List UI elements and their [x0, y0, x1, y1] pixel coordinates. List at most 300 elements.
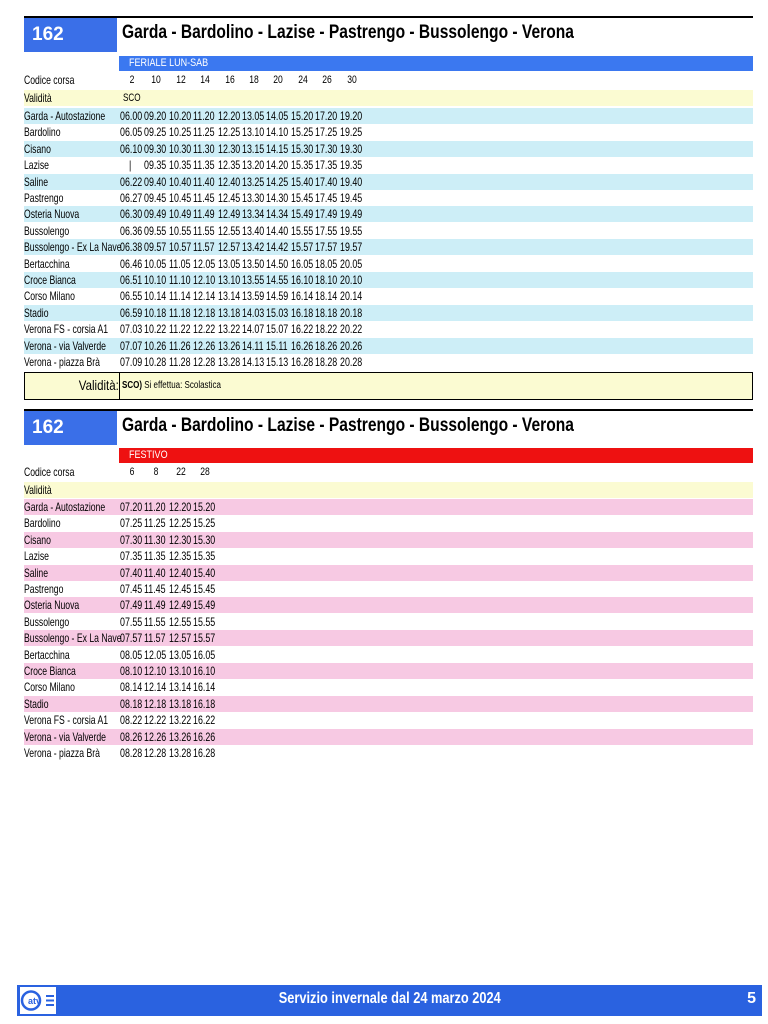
stop-name: Garda - Autostazione: [24, 109, 106, 123]
departure-time: 11.14: [168, 289, 191, 304]
departure-time: 06.36: [120, 223, 143, 238]
validity-legend-text: SCO) Si effettua: Scolastica: [122, 380, 222, 391]
departure-time: 10.40: [168, 174, 192, 189]
departure-time: 16.10: [290, 273, 314, 287]
departure-time: 13.28: [168, 746, 192, 760]
departure-time: 10.30: [168, 141, 192, 156]
departure-time: 20.18: [339, 305, 362, 320]
stop-name: Bertacchina: [24, 647, 70, 662]
departure-time: 06.05: [120, 125, 143, 140]
departure-time: 12.26: [144, 729, 167, 744]
stop-row: [24, 305, 753, 321]
stop-row: [24, 338, 753, 354]
departure-time: 14.20: [266, 158, 289, 173]
stop-row: [24, 565, 753, 581]
departure-time: 11.20: [144, 500, 166, 514]
departure-time: 17.40: [315, 174, 338, 189]
stop-row: [24, 663, 753, 679]
departure-time: 18.22: [315, 322, 338, 337]
departure-time: 08.05: [120, 647, 143, 662]
departure-time: 11.45: [144, 582, 166, 596]
stop-row: [24, 548, 753, 564]
departure-time: 09.57: [144, 240, 167, 255]
trip-code: 24: [298, 74, 308, 86]
departure-time: 12.20: [168, 500, 192, 514]
stop-row: [24, 630, 753, 646]
departure-time: 15.30: [290, 141, 314, 156]
validity-legend-label: Validità:: [78, 377, 119, 393]
departure-time: 13.59: [242, 289, 265, 304]
departure-time: 15.35: [290, 158, 314, 173]
trip-code: 10: [151, 74, 162, 86]
departure-time: 12.10: [144, 664, 167, 678]
departure-time: 13.10: [168, 664, 192, 678]
stop-row: [24, 288, 753, 304]
departure-time: 16.28: [290, 355, 314, 369]
stop-row: [24, 108, 753, 124]
departure-time: 19.35: [339, 158, 362, 173]
departure-time: 13.18: [168, 696, 192, 711]
departure-time: 10.45: [168, 191, 192, 205]
departure-time: 11.10: [168, 273, 191, 287]
departure-time: 16.26: [193, 729, 216, 744]
departure-time: 18.28: [315, 355, 338, 369]
departure-time: 14.15: [266, 141, 289, 156]
departure-time: 19.25: [339, 125, 362, 140]
stop-name: Corso Milano: [24, 680, 75, 695]
departure-time: 07.35: [120, 549, 143, 564]
stop-name: Cisano: [24, 532, 51, 547]
departure-time: 13.55: [242, 273, 265, 287]
departure-time: 17.25: [315, 125, 338, 140]
departure-time: 11.25: [193, 125, 215, 140]
departure-time: 07.30: [120, 532, 143, 547]
departure-time: 06.30: [120, 207, 143, 222]
validity-row: [24, 482, 753, 498]
departure-time: 19.40: [339, 174, 362, 189]
departure-time: 18.10: [315, 273, 338, 287]
departure-time: 10.05: [144, 256, 167, 271]
departure-time: 08.26: [120, 729, 143, 744]
stop-row: [24, 141, 753, 157]
stop-name: Stadio: [24, 305, 49, 320]
stop-name: Bussolengo: [24, 614, 70, 629]
stop-name: Verona - via Valverde: [24, 729, 106, 744]
departure-time: 12.45: [168, 582, 192, 596]
stop-row: [24, 157, 753, 173]
stop-row: [24, 321, 753, 337]
departure-time: 15.55: [193, 614, 216, 629]
departure-time: 17.49: [315, 207, 338, 222]
departure-time: 06.55: [120, 289, 143, 304]
departure-time: 12.22: [193, 322, 216, 337]
departure-time: 10.55: [168, 223, 192, 238]
stop-name: Bertacchina: [24, 256, 70, 271]
departure-time: 13.15: [242, 141, 265, 156]
stop-name: Croce Bianca: [24, 273, 76, 287]
departure-time: 12.45: [217, 191, 240, 205]
departure-time: 20.05: [339, 256, 362, 271]
stop-row: [24, 515, 753, 531]
departure-time: 09.40: [144, 174, 167, 189]
departure-time: 12.18: [193, 305, 216, 320]
stop-name: Verona - piazza Brà: [24, 355, 100, 369]
departure-time: 10.18: [144, 305, 167, 320]
departure-time: 20.28: [339, 355, 362, 369]
departure-time: 15.30: [193, 532, 216, 547]
departure-time: 06.00: [120, 109, 143, 123]
departure-time: 15.13: [266, 355, 289, 369]
departure-time: 16.28: [193, 746, 216, 760]
departure-time: 14.11: [242, 338, 264, 353]
departure-time: 10.14: [144, 289, 167, 304]
departure-time: 12.35: [217, 158, 240, 173]
departure-time: 11.49: [193, 207, 215, 222]
departure-time: 12.18: [144, 696, 167, 711]
svg-text:atv: atv: [28, 996, 42, 1006]
departure-time: 10.26: [144, 338, 167, 353]
departure-time: 12.25: [168, 516, 192, 531]
stop-name: Verona FS - corsia A1: [24, 322, 109, 337]
departure-time: 11.30: [144, 532, 166, 547]
departure-time: 11.28: [168, 355, 191, 369]
departure-time: 13.14: [217, 289, 240, 304]
departure-time: 11.20: [193, 109, 215, 123]
stop-row: [24, 223, 753, 239]
departure-time: 12.20: [217, 109, 240, 123]
stop-name: Lazise: [24, 158, 49, 173]
departure-time: 12.57: [168, 631, 192, 646]
departure-time: 07.49: [120, 598, 143, 613]
departure-time: 13.22: [217, 322, 240, 337]
validita-label: Validità: [24, 483, 52, 497]
departure-time: 17.20: [315, 109, 338, 123]
departure-time: 11.57: [193, 240, 215, 255]
departure-time: 17.45: [315, 191, 338, 205]
departure-time: 11.57: [144, 631, 166, 646]
departure-time: 12.14: [193, 289, 216, 304]
departure-time: 15.11: [266, 338, 288, 353]
departure-time: 12.26: [193, 338, 216, 353]
departure-time: 07.09: [120, 355, 143, 369]
stop-name: Saline: [24, 565, 49, 580]
departure-time: 07.20: [120, 500, 143, 514]
stop-row: [24, 272, 753, 288]
departure-time: 06.22: [120, 174, 143, 189]
departure-time: 12.30: [168, 532, 192, 547]
departure-time: 15.45: [193, 582, 216, 596]
departure-time: 13.50: [242, 256, 265, 271]
departure-time: 14.34: [266, 207, 289, 222]
departure-time: 06.27: [120, 191, 143, 205]
trip-code: 18: [249, 74, 259, 86]
stop-name: Osteria Nuova: [24, 598, 80, 613]
departure-time: 12.49: [168, 598, 192, 613]
departure-time: 08.10: [120, 664, 143, 678]
trip-code: 20: [273, 74, 284, 86]
departure-time: 16.22: [193, 713, 216, 728]
stop-name: Verona FS - corsia A1: [24, 713, 109, 728]
trip-validity: SCO: [123, 92, 141, 104]
stop-row: [24, 256, 753, 272]
departure-time: 14.55: [266, 273, 289, 287]
departure-time: 13.30: [242, 191, 265, 205]
trip-code: 2: [129, 74, 135, 86]
departure-time: 12.30: [217, 141, 240, 156]
departure-time: 13.28: [217, 355, 240, 369]
departure-time: 16.05: [193, 647, 216, 662]
departure-time: 12.25: [217, 125, 240, 140]
departure-time: 14.59: [266, 289, 289, 304]
timetable-header-festivo: [24, 409, 753, 445]
stop-row: [24, 729, 753, 745]
departure-time: 10.10: [144, 273, 167, 287]
codes-row: [24, 464, 753, 480]
departure-time: 14.10: [266, 125, 289, 140]
departure-time: 14.30: [266, 191, 289, 205]
stop-name: Bussolengo: [24, 223, 70, 238]
departure-time: 11.35: [144, 549, 166, 564]
stop-name: Bussolengo - Ex La Nave: [24, 240, 122, 255]
service-band-festivo: FESTIVO: [119, 448, 753, 463]
page-number: 5: [747, 990, 756, 1007]
departure-time: 19.49: [339, 207, 362, 222]
departure-time: 14.40: [266, 223, 289, 238]
codice-corsa-label: Codice corsa: [24, 73, 75, 87]
stop-name: Garda - Autostazione: [24, 500, 106, 514]
stop-name: Lazise: [24, 549, 49, 564]
departure-time: 14.50: [266, 256, 289, 271]
departure-time: 18.14: [315, 289, 338, 304]
departure-time: 18.05: [315, 256, 338, 271]
route-title: Garda - Bardolino - Lazise - Pastrengo - Bussolengo - Verona: [122, 22, 574, 43]
departure-time: 20.10: [339, 273, 362, 287]
departure-time: 10.28: [144, 355, 167, 369]
departure-time: 11.26: [168, 338, 191, 353]
validity-row: [24, 90, 753, 106]
stop-name: Verona - piazza Brà: [24, 746, 100, 760]
departure-time: 11.30: [193, 141, 215, 156]
trip-code: 30: [346, 74, 357, 86]
departure-time: 06.38: [120, 240, 143, 255]
trip-code: 12: [176, 74, 186, 86]
departure-time: 09.55: [144, 223, 167, 238]
departure-time: 11.18: [168, 305, 191, 320]
departure-time: 18.18: [315, 305, 338, 320]
departure-time: 11.40: [144, 565, 166, 580]
departure-time: 15.45: [290, 191, 314, 205]
departure-time: 13.14: [168, 680, 192, 695]
departure-time: 18.26: [315, 338, 338, 353]
departure-time: 13.26: [217, 338, 240, 353]
departure-time: |: [129, 158, 132, 173]
departure-time: 15.40: [193, 565, 216, 580]
trip-code: 16: [224, 74, 235, 86]
departure-time: 20.14: [339, 289, 362, 304]
departure-time: 13.05: [217, 256, 240, 271]
departure-time: 14.03: [242, 305, 265, 320]
stop-name: Corso Milano: [24, 289, 75, 304]
trip-code: 8: [154, 466, 159, 478]
departure-time: 10.57: [168, 240, 192, 255]
departure-time: 06.46: [120, 256, 143, 271]
departure-time: 19.57: [339, 240, 362, 255]
trip-code: 22: [176, 466, 186, 478]
departure-time: 11.25: [144, 516, 166, 531]
departure-time: 12.10: [193, 273, 216, 287]
departure-time: 06.59: [120, 305, 143, 320]
departure-time: 15.57: [290, 240, 314, 255]
footer-bar: [17, 985, 762, 1016]
departure-time: 12.28: [144, 746, 167, 760]
stop-name: Cisano: [24, 141, 51, 156]
departure-time: 10.22: [144, 322, 167, 337]
validita-label: Validità: [24, 91, 52, 105]
departure-time: 06.51: [120, 273, 143, 287]
departure-time: 16.10: [193, 664, 216, 678]
stop-row: [24, 614, 753, 630]
departure-time: 07.07: [120, 338, 143, 353]
stop-row: [24, 696, 753, 712]
departure-time: 12.22: [144, 713, 167, 728]
stop-row: [24, 499, 753, 515]
stop-row: [24, 679, 753, 695]
departure-time: 14.25: [266, 174, 289, 189]
departure-time: 16.18: [193, 696, 216, 711]
departure-time: 11.05: [168, 256, 191, 271]
departure-time: 13.18: [217, 305, 240, 320]
trip-code: 6: [129, 466, 135, 478]
departure-time: 08.18: [120, 696, 143, 711]
departure-time: 07.40: [120, 565, 143, 580]
departure-time: 13.42: [242, 240, 265, 255]
departure-time: 11.35: [193, 158, 215, 173]
departure-time: 13.34: [242, 207, 265, 222]
stop-row: [24, 647, 753, 663]
departure-time: 11.49: [144, 598, 166, 613]
departure-time: 16.14: [193, 680, 216, 695]
departure-time: 08.14: [120, 680, 143, 695]
departure-time: 20.26: [339, 338, 362, 353]
departure-time: 14.07: [242, 322, 265, 337]
stop-row: [24, 712, 753, 728]
service-band-feriale: FERIALE LUN-SAB: [119, 56, 753, 71]
departure-time: 13.25: [242, 174, 265, 189]
departure-time: 07.25: [120, 516, 143, 531]
departure-time: 16.18: [290, 305, 314, 320]
stop-row: [24, 124, 753, 140]
departure-time: 16.22: [290, 322, 314, 337]
departure-time: 13.05: [168, 647, 192, 662]
departure-time: 15.49: [193, 598, 216, 613]
departure-time: 17.57: [315, 240, 338, 255]
departure-time: 13.40: [242, 223, 265, 238]
departure-time: 15.57: [193, 631, 216, 646]
departure-time: 09.35: [144, 158, 167, 173]
departure-time: 10.49: [168, 207, 192, 222]
departure-time: 15.49: [290, 207, 314, 222]
departure-time: 15.20: [290, 109, 314, 123]
departure-time: 11.40: [193, 174, 215, 189]
departure-time: 08.28: [120, 746, 143, 760]
codice-corsa-label: Codice corsa: [24, 465, 75, 479]
departure-time: 19.45: [339, 191, 362, 205]
departure-time: 13.05: [242, 109, 265, 123]
departure-time: 12.55: [217, 223, 240, 238]
departure-time: 12.40: [168, 565, 192, 580]
departure-time: 10.20: [168, 109, 192, 123]
departure-time: 11.45: [193, 191, 215, 205]
departure-time: 19.20: [339, 109, 362, 123]
stop-name: Stadio: [24, 696, 49, 711]
footer-text: Servizio invernale dal 24 marzo 2024: [278, 990, 501, 1007]
departure-time: 12.05: [144, 647, 167, 662]
departure-time: 09.49: [144, 207, 167, 222]
stop-row: [24, 597, 753, 613]
departure-time: 17.30: [315, 141, 338, 156]
departure-time: 08.22: [120, 713, 143, 728]
departure-time: 10.35: [168, 158, 192, 173]
departure-time: 09.30: [144, 141, 167, 156]
stop-name: Pastrengo: [24, 191, 64, 205]
departure-time: 06.10: [120, 141, 143, 156]
departure-time: 15.07: [266, 322, 289, 337]
departure-time: 09.45: [144, 191, 167, 205]
departure-time: 13.26: [168, 729, 192, 744]
departure-time: 07.57: [120, 631, 143, 646]
departure-time: 11.55: [193, 223, 215, 238]
departure-time: 16.14: [290, 289, 314, 304]
departure-time: 15.40: [290, 174, 314, 189]
departure-time: 20.22: [339, 322, 362, 337]
stop-row: [24, 581, 753, 597]
departure-time: 13.20: [242, 158, 265, 173]
timetable-header-feriale: [24, 16, 753, 52]
departure-time: 12.05: [193, 256, 216, 271]
departure-time: 15.25: [290, 125, 314, 140]
stop-name: Saline: [24, 174, 49, 189]
departure-time: 12.14: [144, 680, 167, 695]
stop-row: [24, 190, 753, 206]
departure-time: 16.26: [290, 338, 314, 353]
departure-time: 13.10: [242, 125, 265, 140]
departure-time: 14.42: [266, 240, 289, 255]
departure-time: 19.30: [339, 141, 362, 156]
route-title: Garda - Bardolino - Lazise - Pastrengo - Bussolengo - Verona: [122, 415, 574, 436]
departure-time: 12.28: [193, 355, 216, 369]
departure-time: 07.45: [120, 582, 143, 596]
departure-time: 15.25: [193, 516, 216, 531]
departure-time: 15.20: [193, 500, 216, 514]
departure-time: 13.10: [217, 273, 240, 287]
departure-time: 12.57: [217, 240, 240, 255]
departure-time: 17.35: [315, 158, 338, 173]
departure-time: 17.55: [315, 223, 338, 238]
departure-time: 12.40: [217, 174, 240, 189]
stop-name: Bussolengo - Ex La Nave: [24, 631, 122, 646]
departure-time: 12.35: [168, 549, 192, 564]
departure-time: 09.20: [144, 109, 167, 123]
departure-time: 14.13: [242, 355, 265, 369]
departure-time: 15.03: [266, 305, 289, 320]
departure-time: 15.55: [290, 223, 314, 238]
stop-name: Croce Bianca: [24, 664, 76, 678]
departure-time: 13.22: [168, 713, 192, 728]
departure-time: 11.55: [144, 614, 166, 629]
trip-code: 28: [200, 466, 210, 478]
stop-name: Bardolino: [24, 516, 61, 531]
departure-time: 11.22: [168, 322, 191, 337]
